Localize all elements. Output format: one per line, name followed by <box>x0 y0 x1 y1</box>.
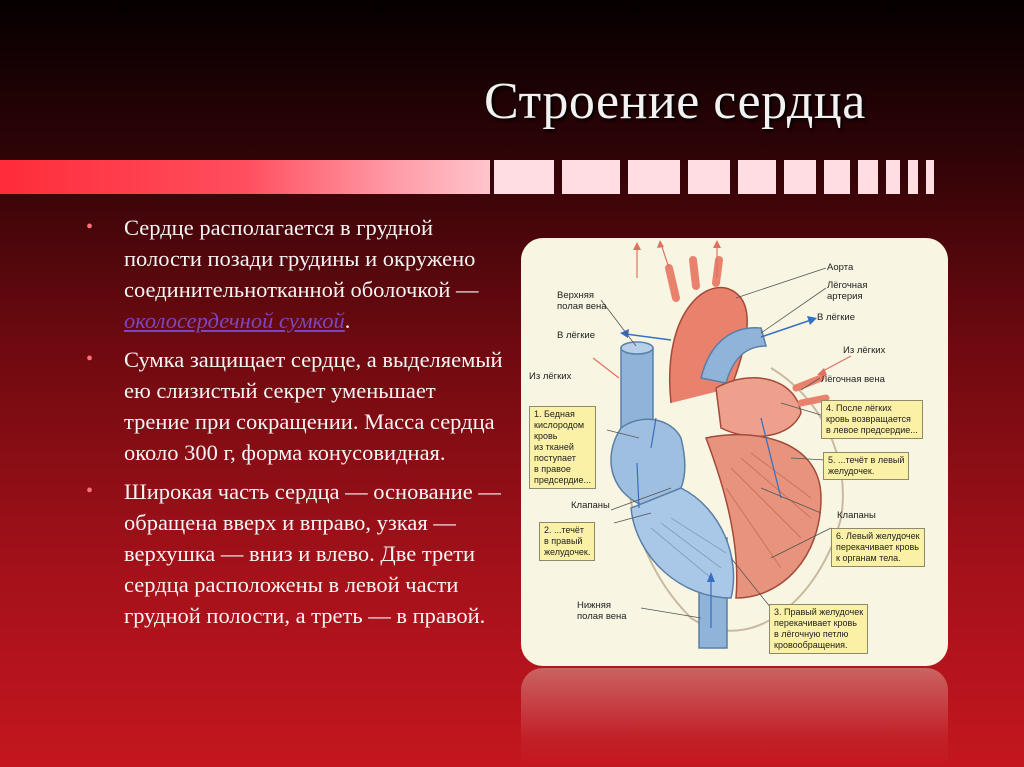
label-to-lungs-right: В лёгкие <box>817 312 856 323</box>
label-superior-vena-cava: Верхняя <box>557 290 595 301</box>
label-from-lungs-left: Из лёгких <box>529 371 572 382</box>
heart-diagram <box>521 238 948 666</box>
stripe-segment <box>858 160 878 194</box>
bullet-item <box>86 344 506 468</box>
diagram-reflection <box>521 668 948 767</box>
label-valves-right: Клапаны <box>837 510 876 521</box>
stripe-segment <box>886 160 900 194</box>
stripe-segment <box>784 160 816 194</box>
bullet-item <box>86 212 506 336</box>
label-aorta: Аорта <box>827 262 854 273</box>
step-box-2: 2. ...течёт в правый желудочек. <box>539 522 595 561</box>
step-box-1: 1. Бедная кислородом кровь из тканей поступает в правое предсердие... <box>529 406 596 489</box>
step-box-6: 6. Левый желудочек перекачивает кровь к органам тела. <box>831 528 925 567</box>
bullet-text: Широкая часть сердца — основание — обращена вверх и вправо, узкая — верхушка — вниз и влево. Две трети сердца расположены в левой части грудной полости, а треть — в правой. <box>124 479 501 628</box>
stripe-segment <box>926 160 934 194</box>
bullet-list <box>86 212 506 639</box>
label-inferior-vena-cava-2: полая вена <box>577 611 627 622</box>
stripe-segment <box>824 160 850 194</box>
stripe-segment <box>908 160 918 194</box>
bullet-text: Сумка защищает сердце, а выделяемый ею слизистый секрет уменьшает трение при сокращении. Масса сердца около 300 г, форма конусовидная. <box>124 347 503 465</box>
stripe-segment <box>562 160 620 194</box>
stripe-segment <box>738 160 776 194</box>
step-box-4: 4. После лёгких кровь возвращается в левое предсердие... <box>821 400 923 439</box>
label-inferior-vena-cava: Нижняя <box>577 600 612 611</box>
label-valves-left: Клапаны <box>571 500 610 511</box>
label-pulmonary-artery-2: артерия <box>827 291 863 302</box>
stripe-segment <box>628 160 680 194</box>
label-pulmonary-vein: Лёгочная вена <box>821 374 885 385</box>
label-pulmonary-artery: Лёгочная <box>827 280 868 291</box>
stripe-segment <box>688 160 730 194</box>
step-box-5: 5. ...течёт в левый желудочек. <box>823 452 909 480</box>
stripe-segment <box>494 160 554 194</box>
title-underline-stripe <box>0 160 490 194</box>
bullet-text-end: . <box>344 308 351 333</box>
label-to-lungs-left: В лёгкие <box>557 330 596 341</box>
pericardium-link[interactable]: околосердечной сумкой <box>124 308 345 333</box>
bullet-item <box>86 476 506 631</box>
label-from-lungs-right: Из лёгких <box>843 345 886 356</box>
slide-title: Строение сердца <box>484 73 866 130</box>
bullet-text: Сердце располагается в грудной полости позади грудины и окружено соединительнотканной оболочкой — <box>124 215 479 302</box>
step-box-3: 3. Правый желудочек перекачивает кровь в лёгочную петлю кровообращения. <box>769 604 868 654</box>
label-superior-vena-cava-2: полая вена <box>557 301 607 312</box>
